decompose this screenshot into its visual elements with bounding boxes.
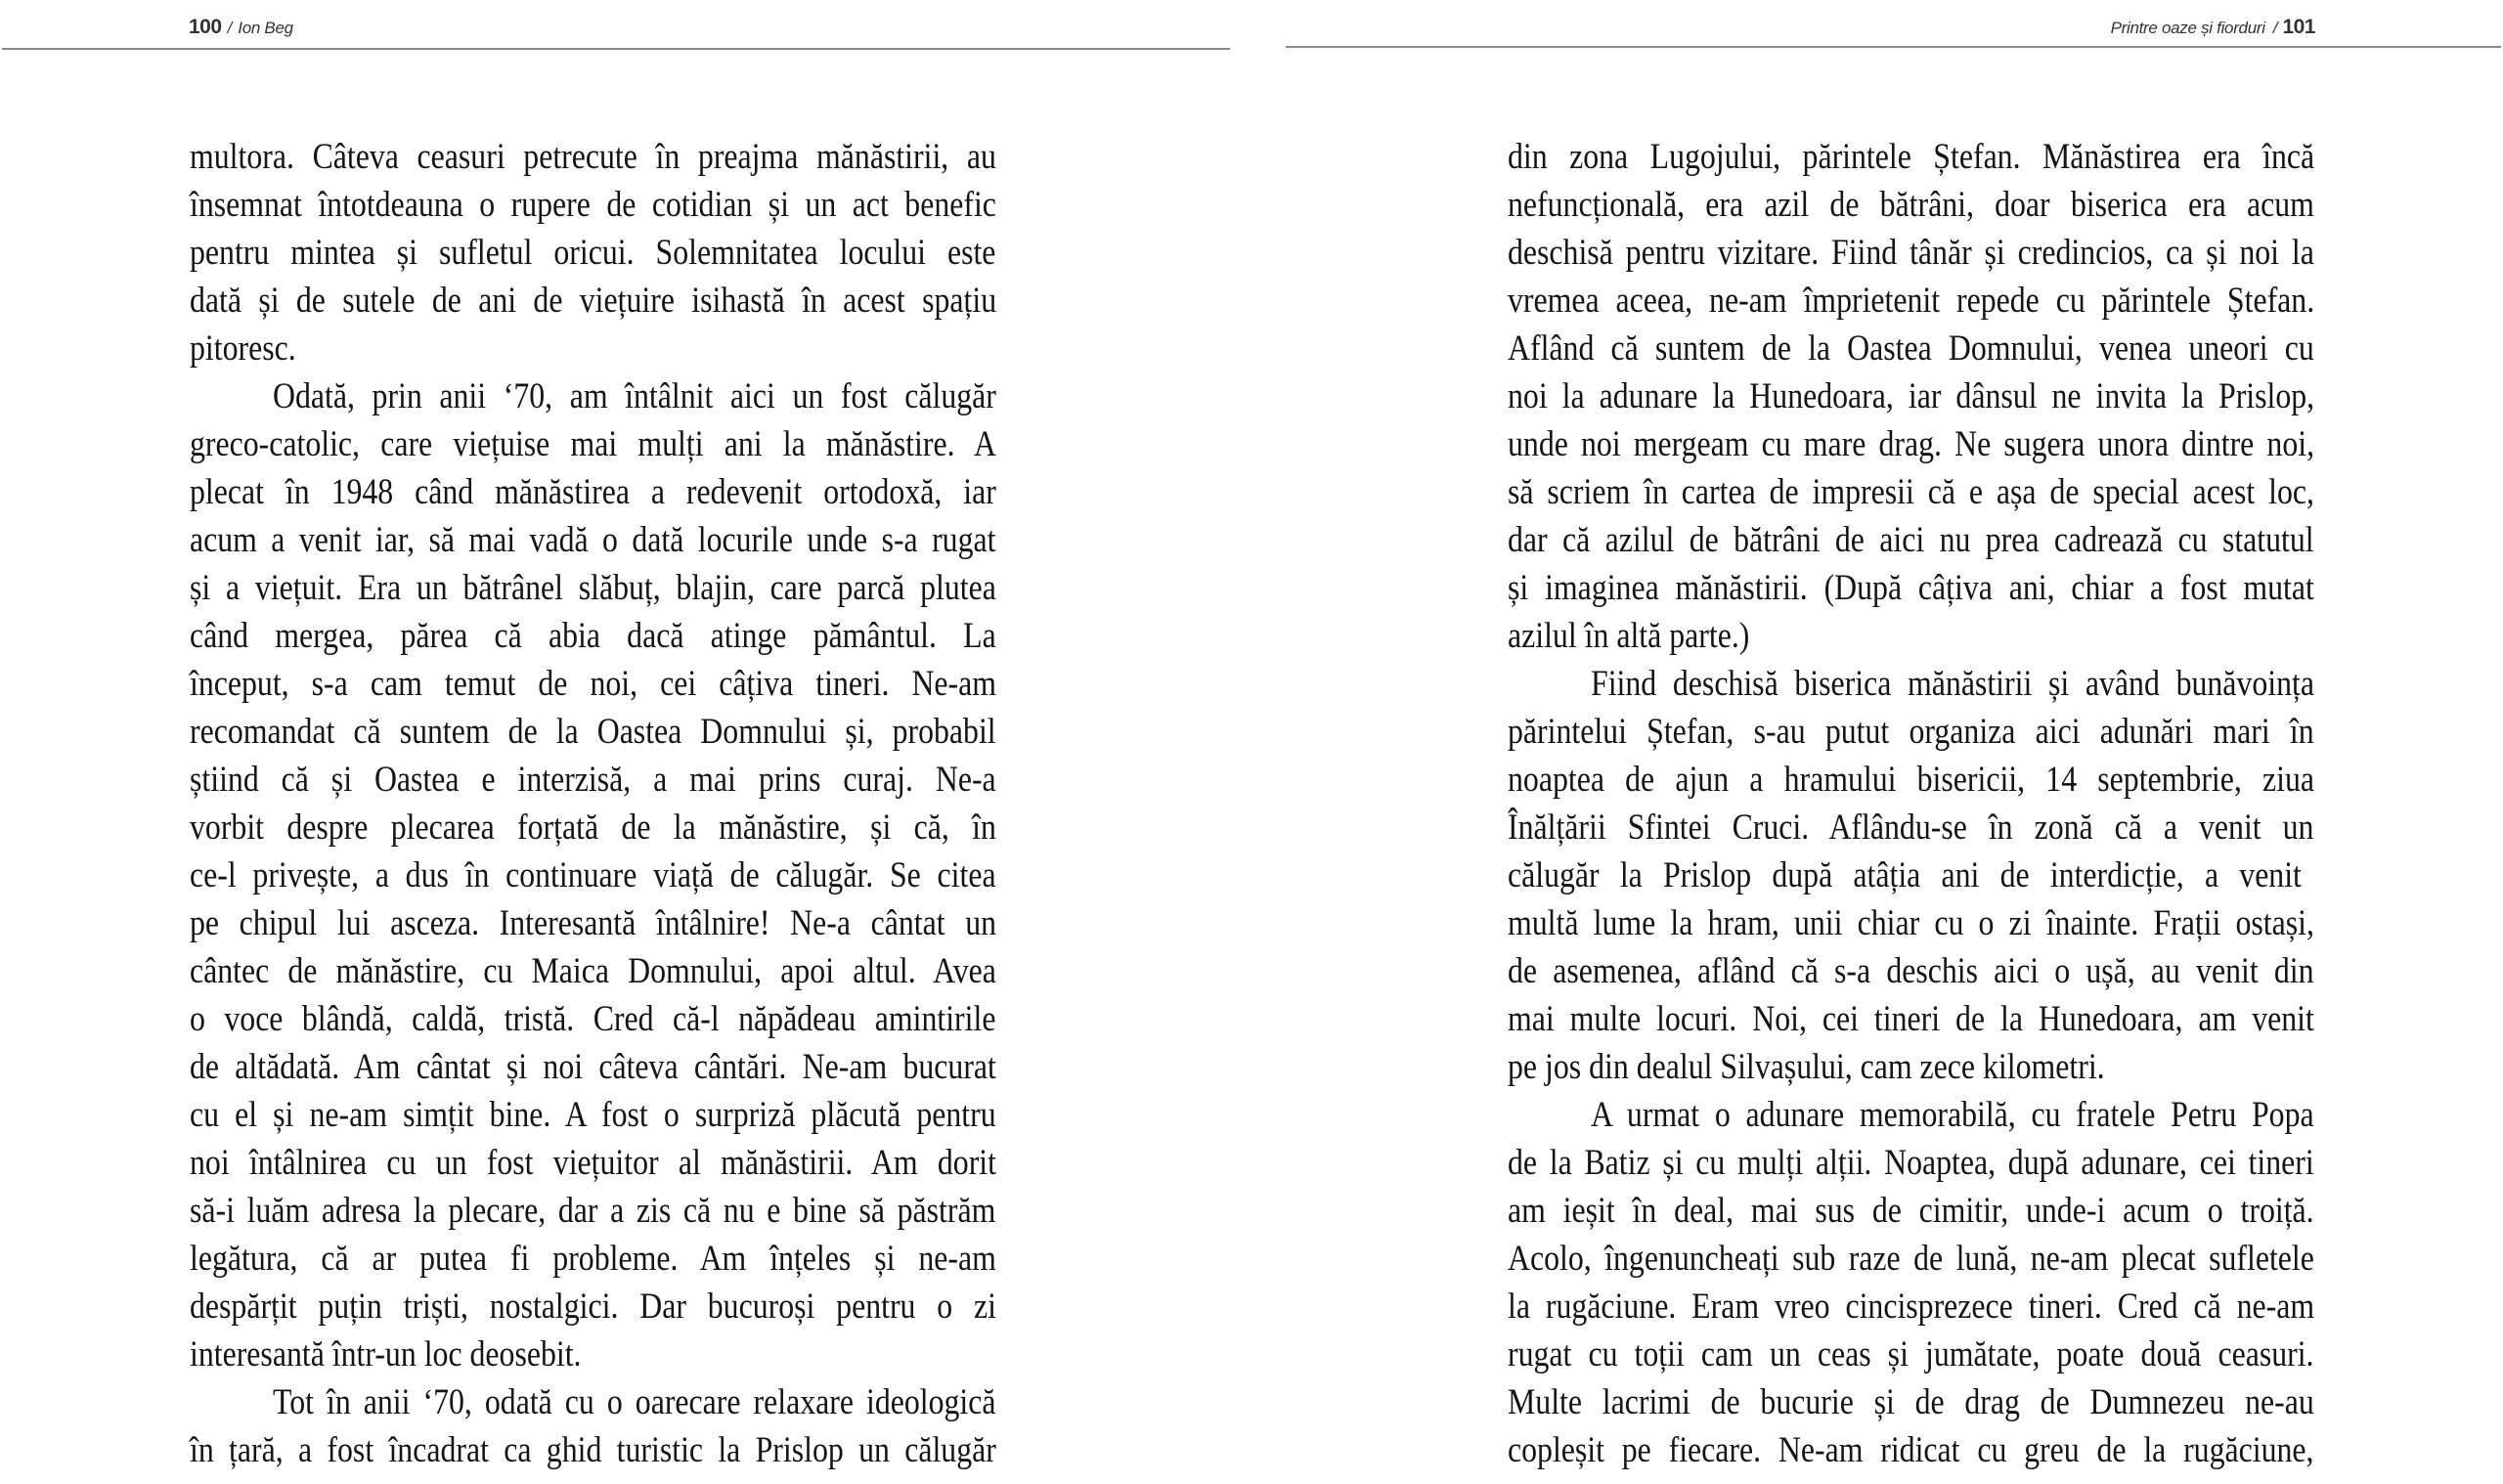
text-line — [190, 133, 996, 181]
line-text: și a viețuit. Era un bătrânel slăbuț, blajin, care parcă plutea — [190, 568, 996, 608]
text-line — [190, 612, 996, 660]
line-text: copleșit pe fiecare. Ne-am ridicat cu greu de la rugăciune, — [1508, 1430, 2314, 1470]
line-text: pe jos din dealul Silvașului, cam zece kilometri. — [1508, 1047, 2105, 1087]
line-text: în țară, a fost încadrat ca ghid turistic la Prislop un călugăr — [190, 1430, 996, 1470]
line-text: să-i luăm adresa la plecare, dar a zis că nu e bine să păstrăm — [190, 1191, 996, 1231]
text-line — [1508, 372, 2314, 420]
line-text: acum a venit iar, să mai vadă o dată locurile unde s-a rugat — [190, 520, 996, 560]
body-text — [190, 133, 996, 1474]
text-line — [190, 1139, 996, 1187]
text-line — [1508, 325, 2314, 372]
text-line — [1508, 1187, 2314, 1235]
text-line — [1508, 181, 2314, 229]
text-line — [1508, 1378, 2314, 1426]
line-text: de asemenea, aflând că s-a deschis aici o ușă, au venit din — [1508, 951, 2314, 991]
line-text: când mergea, părea că abia dacă atinge pământul. La — [190, 616, 996, 656]
left-running-head — [189, 14, 293, 42]
text-line — [190, 1283, 996, 1331]
body-text — [1508, 133, 2314, 1474]
text-line — [190, 181, 996, 229]
paragraph-first-line — [190, 1378, 996, 1426]
line-text: pe chipul lui asceza. Interesantă întâlnire! Ne-a cântat un — [190, 903, 997, 943]
text-line — [1508, 133, 2314, 181]
text-line — [1508, 1331, 2314, 1378]
line-text: cu el și ne-am simțit bine. A fost o surpriză plăcută pentru — [190, 1095, 996, 1135]
text-line — [1508, 420, 2314, 468]
text-line — [190, 516, 996, 564]
line-text: de la Batiz și cu mulți alții. Noaptea, după adunare, cei tineri — [1508, 1143, 2314, 1183]
text-line — [1508, 947, 2314, 995]
text-line — [1508, 1235, 2314, 1283]
line-text: despărțit puțin triști, nostalgici. Dar bucuroși pentru o zi — [190, 1287, 996, 1327]
line-text: noi întâlnirea cu un fost viețuitor al mănăstirii. Am dorit — [190, 1143, 996, 1183]
line-text: știind că și Oastea e interzisă, a mai prins curaj. Ne-a — [190, 760, 996, 800]
header-rule — [2, 48, 1230, 50]
text-line — [190, 1091, 996, 1139]
paragraph-first-line — [190, 372, 996, 420]
text-line — [1508, 516, 2314, 564]
line-text: noaptea de ajun a hramului bisericii, 14 septembrie, ziua — [1508, 760, 2315, 800]
line-text: Odată, prin anii ‘70, am întâlnit aici un fost călugăr — [273, 376, 996, 416]
line-text: recomandat că suntem de la Oastea Domnului și, probabil — [190, 712, 996, 752]
line-text: greco-catolic, care viețuise mai mulți ani la mănăstire. A — [190, 424, 996, 464]
text-line — [190, 1043, 996, 1091]
line-text: o voce blândă, caldă, tristă. Cred că-l năpădeau amintirile — [190, 999, 996, 1039]
text-line — [190, 468, 996, 516]
text-line — [190, 1426, 996, 1474]
text-line — [190, 564, 996, 612]
author-name: Ion Beg — [238, 19, 293, 37]
line-text: cântec de mănăstire, cu Maica Domnului, apoi altul. Avea — [190, 951, 996, 991]
text-line — [190, 756, 996, 804]
header-rule — [1286, 46, 2501, 48]
page-number: 100 — [189, 16, 222, 38]
line-text: pentru mintea și sufletul oricui. Solemnitatea locului este — [190, 233, 996, 273]
line-text: plecat în 1948 când mănăstirea a redevenit ortodoxă, iar — [190, 472, 996, 512]
text-line — [190, 660, 996, 708]
left-page — [0, 0, 1234, 1484]
line-text: Aflând că suntem de la Oastea Domnului, venea uneori cu — [1508, 328, 2314, 369]
header-separator: / — [227, 19, 233, 37]
text-line — [1508, 612, 2314, 660]
line-text: rugat cu toții cam un ceas și jumătate, poate două ceasuri. — [1508, 1334, 2314, 1375]
text-line — [1508, 229, 2314, 277]
book-title: Printre oaze și fiorduri — [2110, 19, 2265, 37]
text-line — [1508, 899, 2314, 947]
line-text: Multe lacrimi de bucurie și de drag de Dumnezeu ne-au — [1508, 1382, 2314, 1422]
line-text: ce-l privește, a dus în continuare viață de călugăr. Se citea — [190, 855, 996, 895]
line-text: de altădată. Am cântat și noi câteva cântări. Ne-am bucurat — [190, 1047, 996, 1087]
right-running-head — [2111, 14, 2315, 42]
line-text: legătura, că ar putea fi probleme. Am înțeles și ne-am — [190, 1239, 996, 1279]
header-separator: / — [2272, 19, 2278, 37]
text-line — [1508, 564, 2314, 612]
line-text: la rugăciune. Eram vreo cincisprezece tineri. Cred că ne-am — [1508, 1287, 2315, 1327]
line-text: Fiind deschisă biserica mănăstirii și având bunăvoința — [1591, 664, 2314, 704]
line-text: început, s-a cam temut de noi, cei câțiva tineri. Ne-am — [190, 664, 997, 704]
text-line — [190, 947, 996, 995]
paragraph-first-line — [1508, 660, 2314, 708]
line-text: din zona Lugojului, părintele Ștefan. Mănăstirea era încă — [1508, 137, 2315, 177]
line-text: deschisă pentru vizitare. Fiind tânăr și credincios, ca și noi la — [1508, 233, 2314, 273]
text-line — [190, 229, 996, 277]
text-line — [1508, 708, 2314, 756]
line-text: Înălțării Sfintei Cruci. Aflându-se în zonă că a venit un — [1508, 807, 2314, 848]
right-page — [1283, 0, 2503, 1484]
line-text: multă lume la hram, unii chiar cu o zi înainte. Frații ostași, — [1508, 903, 2314, 943]
text-line — [190, 420, 996, 468]
line-text: și imaginea mănăstirii. (După câțiva ani, chiar a fost mutat — [1508, 568, 2314, 608]
text-line — [190, 708, 996, 756]
text-line — [1508, 468, 2314, 516]
line-text: mai multe locuri. Noi, cei tineri de la Hunedoara, am venit — [1508, 999, 2314, 1039]
text-line — [1508, 1426, 2314, 1474]
line-text: pitoresc. — [190, 328, 296, 369]
line-text: vorbit despre plecarea forțată de la mănăstire, și că, în — [190, 807, 996, 848]
line-text: însemnat întotdeauna o rupere de cotidian și un act benefic — [190, 185, 996, 225]
text-line — [190, 1187, 996, 1235]
text-line — [1508, 277, 2314, 325]
line-text: să scriem în cartea de impresii că e așa de special acest loc, — [1508, 472, 2314, 512]
line-text: părintelui Ștefan, s-au putut organiza aici adunări mari în — [1508, 712, 2314, 752]
line-text: dată și de sutele de ani de viețuire isihastă în acest spațiu — [190, 281, 997, 321]
line-text: Tot în anii ‘70, odată cu o oarecare relaxare ideologică — [273, 1382, 996, 1422]
text-line — [1508, 804, 2314, 851]
text-line — [190, 804, 996, 851]
line-text: nefuncțională, era azil de bătrâni, doar biserica era acum — [1508, 185, 2314, 225]
text-line — [190, 995, 996, 1043]
text-line — [1508, 756, 2314, 804]
line-text: A urmat o adunare memorabilă, cu fratele Petru Popa — [1591, 1095, 2314, 1135]
text-line — [190, 851, 996, 899]
text-line — [190, 277, 996, 325]
line-text: azilul în altă parte.) — [1508, 616, 1750, 656]
text-line — [190, 1331, 996, 1378]
line-text: am ieșit în deal, mai sus de cimitir, unde-i acum o troiță. — [1508, 1191, 2314, 1231]
text-line — [1508, 1283, 2314, 1331]
line-text: călugăr la Prislop după atâția ani de interdicție, a venit — [1508, 855, 2302, 895]
text-line — [1508, 851, 2314, 899]
line-text: unde noi mergeam cu mare drag. Ne sugera unora dintre noi, — [1508, 424, 2315, 464]
text-line — [1508, 1139, 2314, 1187]
text-line — [1508, 995, 2314, 1043]
line-text: vremea aceea, ne-am împrietenit repede cu părintele Ștefan. — [1508, 281, 2315, 321]
line-text: dar că azilul de bătrâni de aici nu prea cadrează cu statutul — [1508, 520, 2314, 560]
line-text: interesantă într-un loc deosebit. — [190, 1334, 582, 1375]
line-text: noi la adunare la Hunedoara, iar dânsul ne invita la Prislop, — [1508, 376, 2315, 416]
paragraph-first-line — [1508, 1091, 2314, 1139]
text-line — [190, 1235, 996, 1283]
line-text: multora. Câteva ceasuri petrecute în preajma mănăstirii, au — [190, 137, 996, 177]
text-line — [1508, 1043, 2314, 1091]
line-text: Acolo, îngenuncheați sub raze de lună, ne-am plecat sufletele — [1508, 1239, 2314, 1279]
text-line — [190, 899, 996, 947]
page-number: 101 — [2282, 16, 2315, 38]
text-line — [190, 325, 996, 372]
